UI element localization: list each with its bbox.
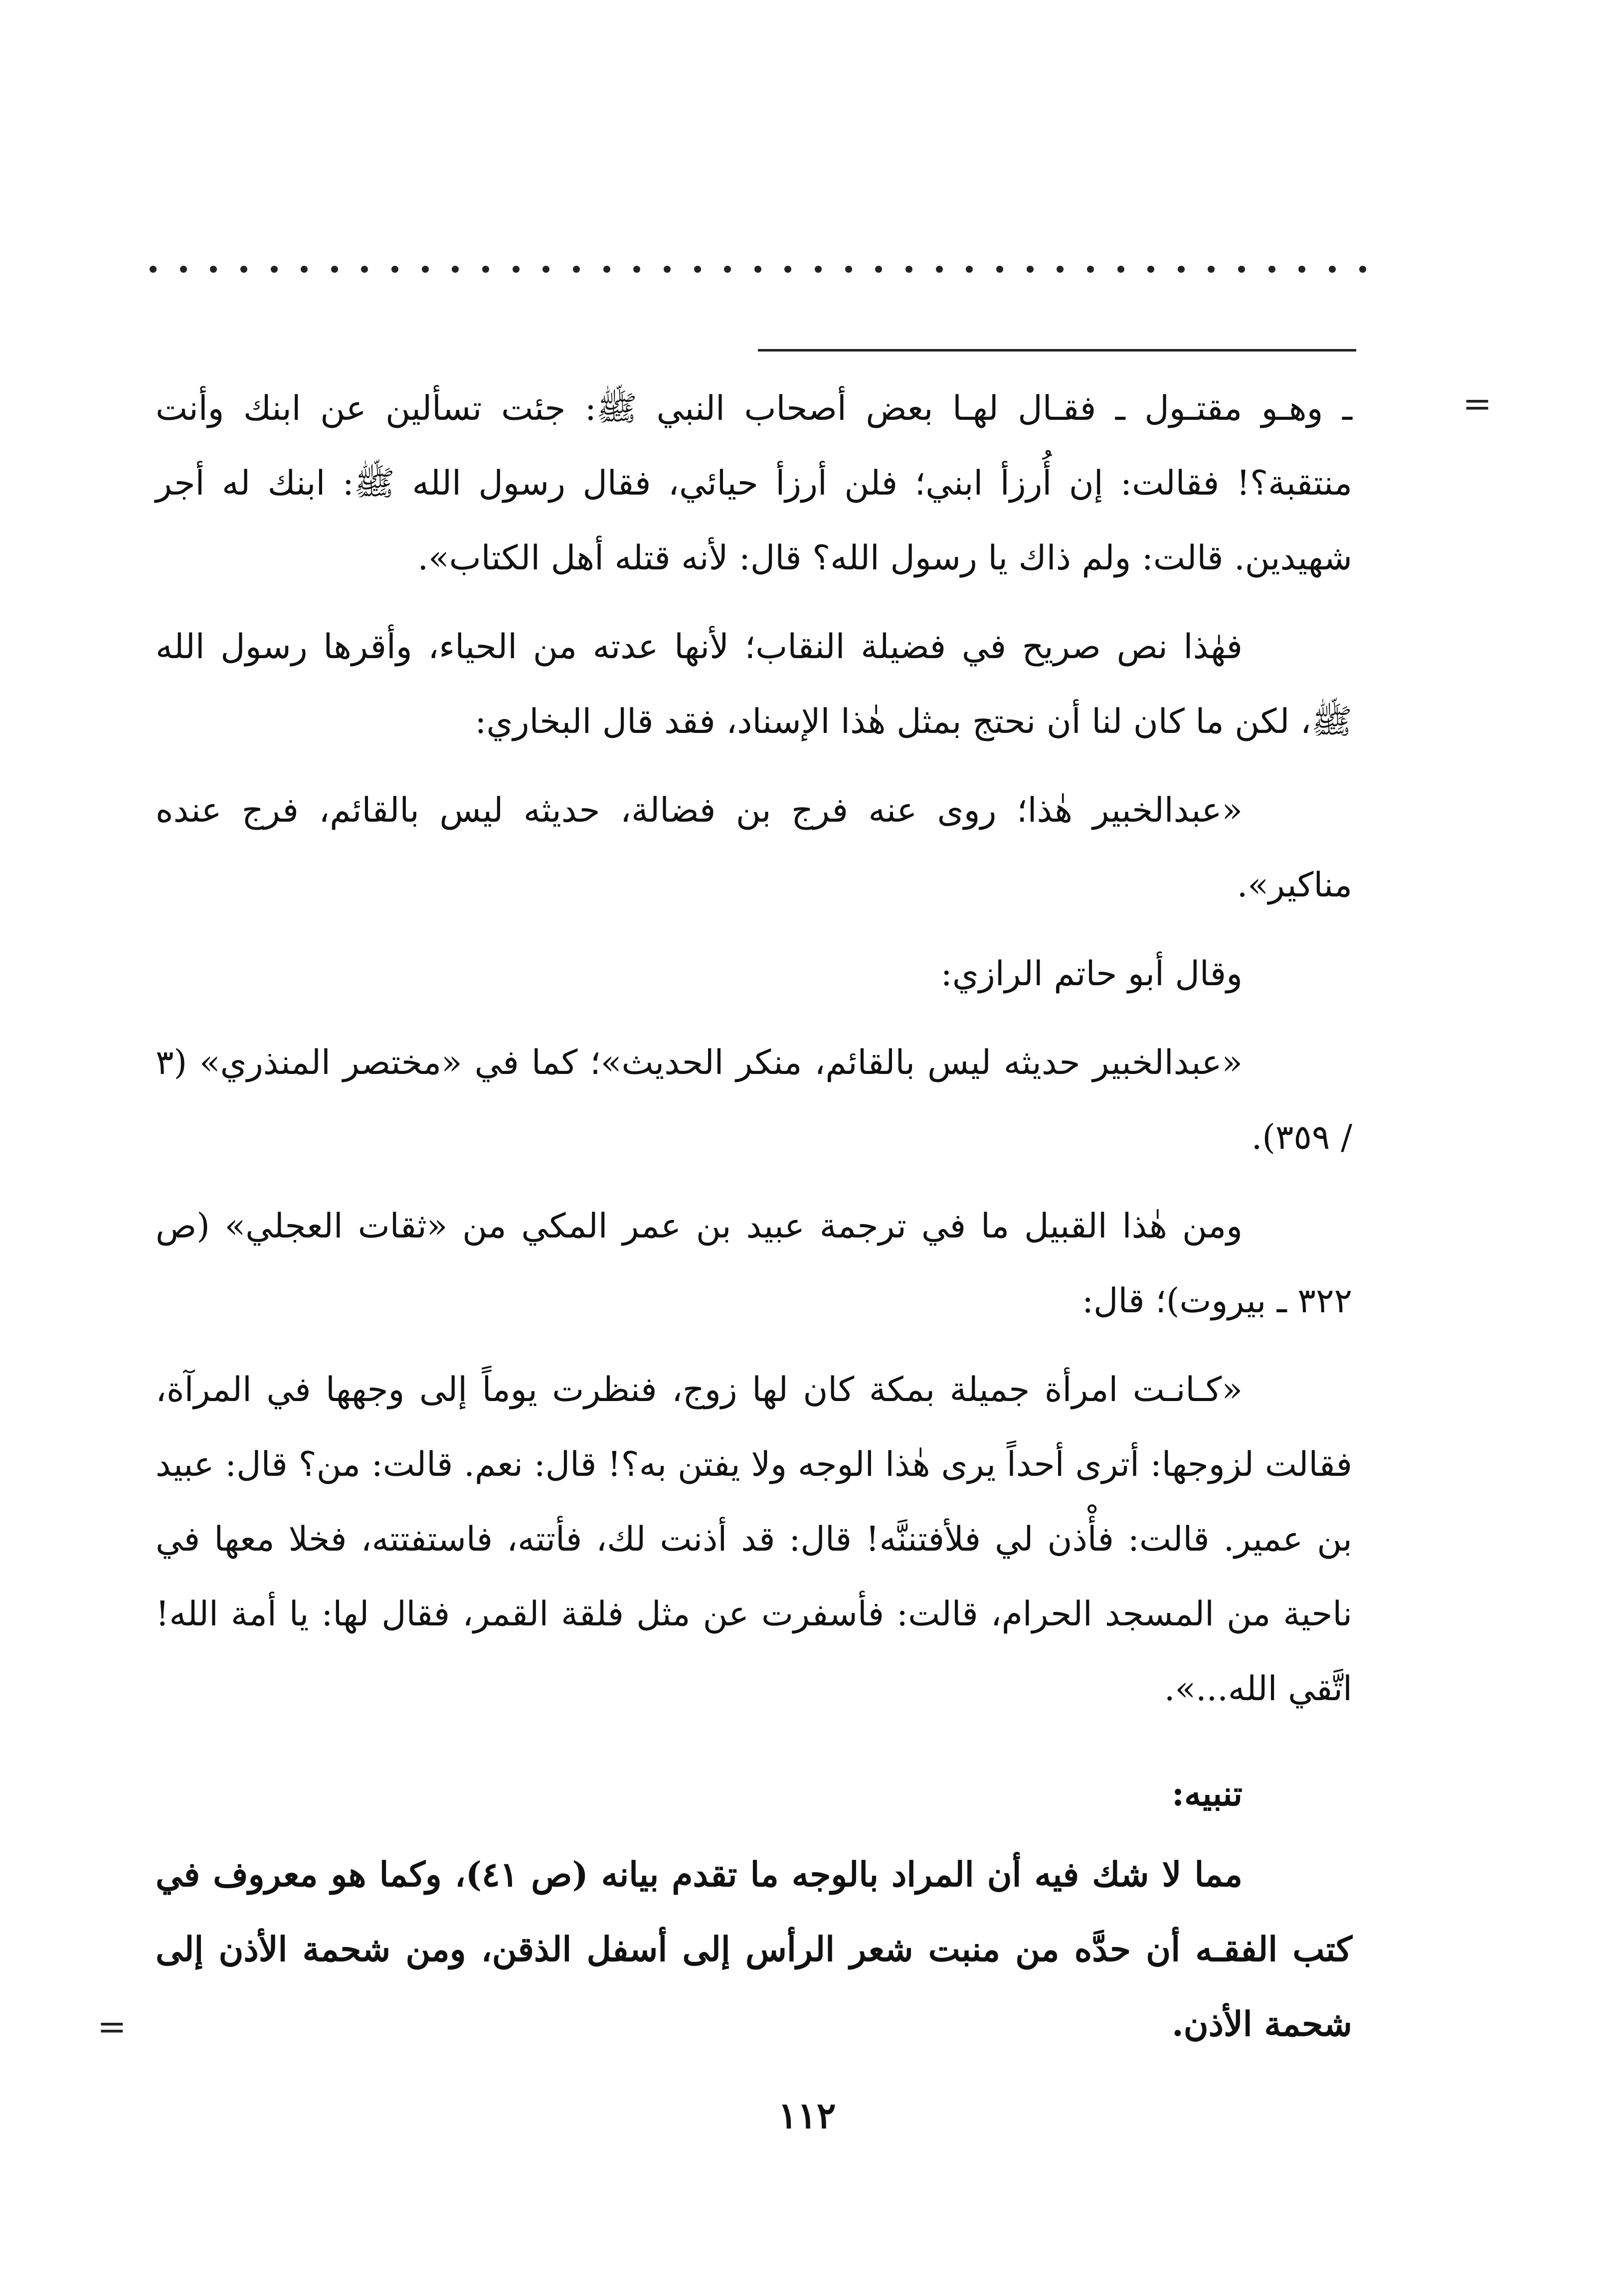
paragraph-abu-hatim-intro: وقال أبو حاتم الرازي: xyxy=(940,954,1243,994)
separator-dot xyxy=(996,266,1003,273)
separator-dot xyxy=(240,266,247,273)
paragraph-abu-hatim-quote: «عبدالخبير حديثه ليس بالقائم، منكر الحديث»؛ كما في «مختصر المنذري» (٣ / ٣٥٩). xyxy=(156,1043,1352,1157)
separator-dot xyxy=(724,266,731,273)
dotted-separator xyxy=(150,254,1366,284)
separator-dot xyxy=(845,266,852,273)
separator-dot xyxy=(1298,266,1305,273)
separator-dot xyxy=(633,266,640,273)
separator-dot xyxy=(452,266,459,273)
continuation-mark-top: = xyxy=(1462,383,1492,424)
separator-dot xyxy=(1027,266,1034,273)
continuation-mark-bottom: = xyxy=(97,2006,127,2047)
separator-dot xyxy=(1238,266,1245,273)
separator-dot xyxy=(1147,266,1154,273)
separator-dot xyxy=(542,266,549,273)
separator-dot xyxy=(482,266,489,273)
paragraph-commentary: فهٰذا نص صريح في فضيلة النقاب؛ لأنها عدته من الحياء، وأقرها رسول الله ﷺ، لكن ما كان لنا أن نحتج بمثل هٰذا الإسناد، فقد قال البخاري: xyxy=(156,627,1352,741)
paragraph-ajli-story: «كـانـت امرأة جميلة بمكة كان لها زوج، فنظرت يوماً إلى وجهها في المرآة، فقالت لزوجها: أترى أحداً يرى هٰذا الوجه ولا يفتن به؟! قال: نعم. قالت: من؟ قال: عبيد بن عمير. قالت: فأْذن لي فلأفتننَّه! قال: قد أذنت لك، فأتته، فاستفتته، فخلا معها في ناحية من المسجد الحرام، قالت: فأسفرت عن مثل فلقة القمر، فقال لها: يا أمة الله! اتَّقي الله...». xyxy=(156,1370,1352,1709)
paragraph-hadith-continuation: ـ وهـو مقتـول ـ فقـال لهـا بعض أصحاب النبي ﷺ: جئت تسألين عن ابنك وأنت منتقبة؟! فقالت: إن أُرزأ ابني؛ فلن أرزأ حيائي، فقال رسول الله ﷺ: ابنك له أجر شهيدين. قالت: ولم ذاك يا رسول الله؟ قال: لأنه قتله أهل الكتاب». xyxy=(156,389,1352,578)
separator-dot xyxy=(966,266,973,273)
separator-dot xyxy=(422,266,429,273)
note-heading: تنبيه: xyxy=(1171,1774,1243,1814)
separator-dot xyxy=(1178,266,1185,273)
separator-dot xyxy=(1057,266,1064,273)
separator-dot xyxy=(664,266,671,273)
separator-dot xyxy=(936,266,943,273)
footnote-body xyxy=(156,371,1352,2076)
separator-dot xyxy=(1359,266,1366,273)
separator-dot xyxy=(815,266,822,273)
paragraph-ajli-intro: ومن هٰذا القبيل ما في ترجمة عبيد بن عمر المكي من «ثقات العجلي» (ص ٣٢٢ ـ بيروت)؛ قال: xyxy=(156,1207,1352,1321)
separator-dot xyxy=(694,266,701,273)
separator-dot xyxy=(1208,266,1215,273)
footnote-rule xyxy=(758,349,1356,352)
note-text: مما لا شك فيه أن المراد بالوجه ما تقدم بيانه (ص ٤١)، وكما هو معروف في كتب الفقـه أن حدَّه من منبت شعر الرأس إلى أسفل الذقن، ومن شحمة الأذن إلى شحمة الأذن. xyxy=(156,1855,1352,2044)
separator-dot xyxy=(905,266,912,273)
separator-dot xyxy=(875,266,882,273)
separator-dot xyxy=(513,266,520,273)
separator-dot xyxy=(603,266,610,273)
separator-dot xyxy=(210,266,217,273)
separator-dot xyxy=(573,266,580,273)
separator-dot xyxy=(1329,266,1336,273)
separator-dot xyxy=(361,266,368,273)
separator-dot xyxy=(1087,266,1094,273)
separator-dot xyxy=(784,266,791,273)
paragraph-bukhari-quote: «عبدالخبير هٰذا؛ روى عنه فرج بن فضالة، حديثه ليس بالقائم، فرج عنده مناكير». xyxy=(156,791,1352,905)
separator-dot xyxy=(754,266,761,273)
separator-dot xyxy=(301,266,308,273)
separator-dot xyxy=(271,266,278,273)
separator-dot xyxy=(1117,266,1124,273)
separator-dot xyxy=(180,266,187,273)
separator-dot xyxy=(150,266,157,273)
separator-dot xyxy=(331,266,338,273)
separator-dot xyxy=(1268,266,1275,273)
separator-dot xyxy=(391,266,398,273)
page-number: ١١٢ xyxy=(778,2094,836,2136)
